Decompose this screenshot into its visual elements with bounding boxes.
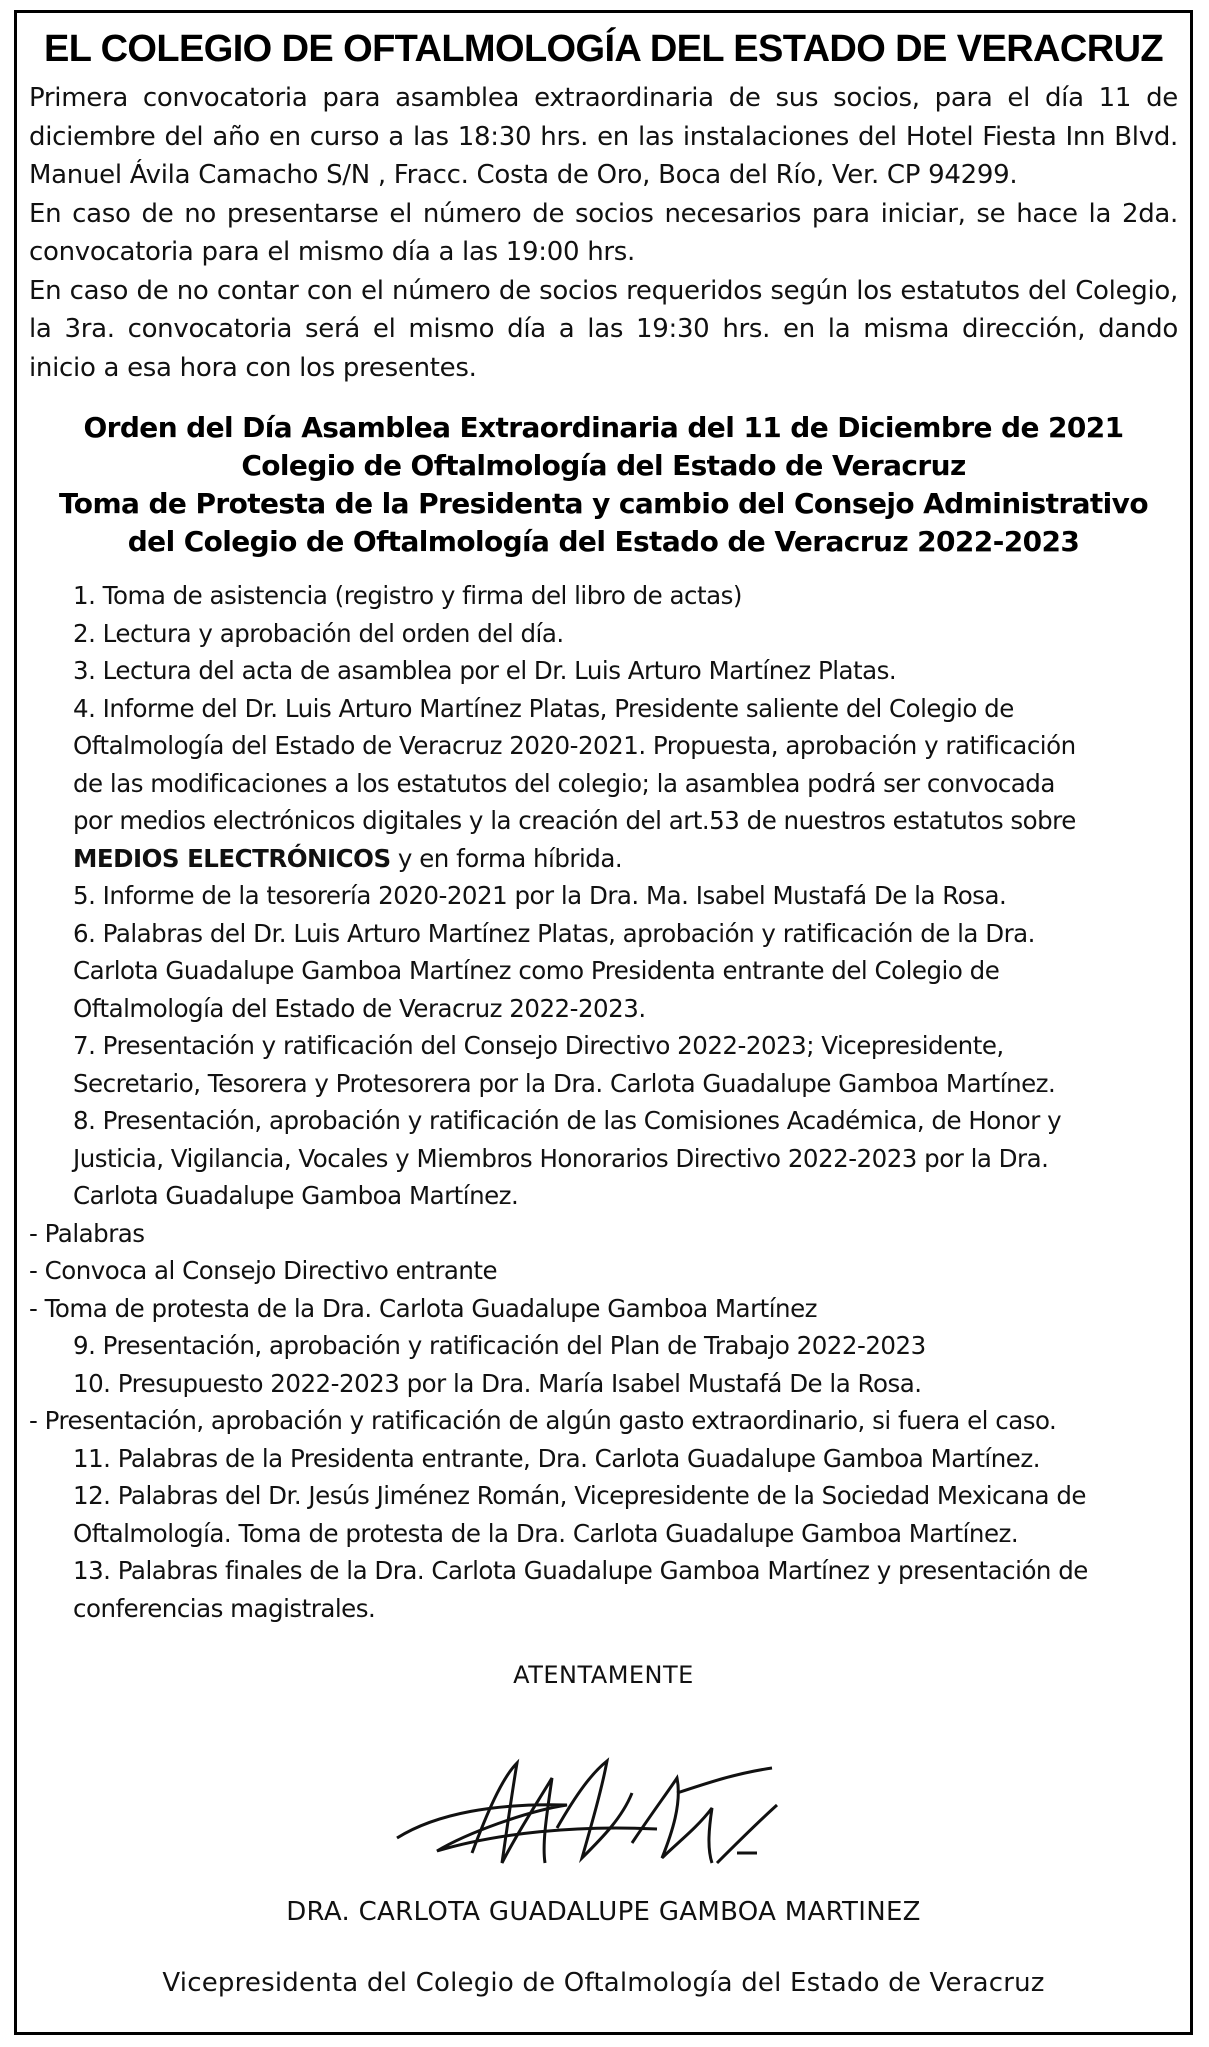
document-title: EL COLEGIO DE OFTALMOLOGÍA DEL ESTADO DE VERACRUZ (43, 28, 1164, 70)
intro-paragraph-2: En caso de no presentarse el número de socios necesarios para iniciar, se hace la 2da. convocatoria para el mismo día a las 19:00 hrs. (29, 198, 1178, 267)
agenda-item-12 (29, 1477, 1182, 1552)
agenda-subitem-gasto: - Presentación, aprobación y ratificación de algún gasto extraordinario, si fuera el caso. (29, 1406, 1057, 1435)
agenda-item-13 (29, 1552, 1182, 1627)
agenda-list (29, 577, 1182, 1627)
agenda-item-1: 1. Toma de asistencia (registro y firma del libro de actas) (73, 581, 742, 610)
closing-text: ATENTAMENTE (513, 1661, 694, 1689)
notice-page (14, 10, 1193, 2035)
signer-position: Vicepresidenta del Colegio de Oftalmología del Estado de Veracruz (162, 1968, 1045, 1998)
agenda-item-4-line-4: por medios electrónicos digitales y la creación del art.53 de nuestros estatutos sobre (73, 806, 1076, 835)
agenda-item-8-line-3: Carlota Guadalupe Gamboa Martínez. (73, 1181, 519, 1210)
agenda-item-4-tail: y en forma híbrida. (390, 843, 623, 873)
agenda-item-2: 2. Lectura y aprobación del orden del día. (73, 618, 564, 648)
agenda-item-7-line-2: Secretario, Tesorera y Protesorera por la Dra. Carlota Guadalupe Gamboa Martínez. (73, 1068, 1056, 1098)
agenda-item-3: 3. Lectura del acta de asamblea por el Dr. Luis Arturo Martínez Platas. (73, 656, 897, 685)
agenda-item-4-line-1: 4. Informe del Dr. Luis Arturo Martínez Platas, Presidente saliente del Colegio de (73, 693, 1014, 723)
agenda-item-8 (29, 1102, 1182, 1215)
agenda-subitem-toma-protesta: - Toma de protesta de la Dra. Carlota Guadalupe Gamboa Martínez (29, 1293, 818, 1323)
agenda-heading-line-2: Colegio de Oftalmología del Estado de Veracruz (241, 449, 966, 482)
signer-name: DRA. CARLOTA GUADALUPE GAMBOA MARTINEZ (286, 1897, 921, 1927)
agenda-item-11: 11. Palabras de la Presidenta entrante, Dra. Carlota Guadalupe Gamboa Martínez. (73, 1443, 1040, 1473)
intro-paragraph-3: En caso de no contar con el número de socios requeridos según los estatutos del Colegio, la 3ra. convocatoria será el mismo día a las 19:30 hrs. en la misma dirección, dando inicio a esa hora con los presentes. (29, 275, 1178, 383)
agenda-item-13-line-1: 13. Palabras finales de la Dra. Carlota Guadalupe Gamboa Martínez y presentación de (73, 1556, 1088, 1585)
agenda-heading-line-1: Orden del Día Asamblea Extraordinaria del 11 de Diciembre de 2021 (83, 411, 1124, 444)
agenda-item-12-line-2: Oftalmología. Toma de protesta de la Dra. Carlota Guadalupe Gamboa Martínez. (73, 1518, 1019, 1548)
agenda-item-8-line-1: 8. Presentación, aprobación y ratificación de las Comisiones Académica, de Honor y (73, 1106, 1062, 1135)
agenda-heading-line-4: del Colegio de Oftalmología del Estado de Veracruz 2022-2023 (127, 525, 1080, 558)
agenda-item-4 (29, 690, 1182, 878)
handwritten-signature (377, 1733, 817, 1883)
agenda-item-6-line-3: Oftalmología del Estado de Veracruz 2022-2023. (73, 993, 646, 1023)
agenda-item-6-line-1: 6. Palabras del Dr. Luis Arturo Martínez Platas, aprobación y ratificación de la Dra. (73, 918, 1035, 948)
medios-electronicos-emphasis: MEDIOS ELECTRÓNICOS (73, 843, 391, 873)
agenda-item-6 (29, 915, 1182, 1028)
agenda-item-5: 5. Informe de la tesorería 2020-2021 por la Dra. Ma. Isabel Mustafá De la Rosa. (73, 881, 1007, 910)
agenda-heading-line-3: Toma de Protesta de la Presidenta y cambio del Consejo Administrativo (59, 487, 1148, 520)
agenda-heading (25, 409, 1182, 561)
agenda-item-8-line-2: Justicia, Vigilancia, Vocales y Miembros Honorarios Directivo 2022-2023 por la Dra. (73, 1143, 1049, 1173)
agenda-item-4-line-5 (73, 840, 1182, 878)
agenda-item-7 (29, 1027, 1182, 1102)
agenda-item-4-line-2: Oftalmología del Estado de Veracruz 2020-2021. Propuesta, aprobación y ratificación (73, 731, 1076, 760)
agenda-item-7-line-1: 7. Presentación y ratificación del Consejo Directivo 2022-2023; Vicepresidente, (73, 1031, 1004, 1060)
agenda-item-4-line-3: de las modificaciones a los estatutos del colegio; la asamblea podrá ser convocada (73, 768, 1055, 798)
agenda-item-9: 9. Presentación, aprobación y ratificación del Plan de Trabajo 2022-2023 (73, 1331, 926, 1360)
agenda-subitem-palabras: - Palabras (29, 1218, 145, 1248)
agenda-item-12-line-1: 12. Palabras del Dr. Jesús Jiménez Román, Vicepresidente de la Sociedad Mexicana de (73, 1481, 1086, 1510)
agenda-item-13-line-2: conferencias magistrales. (73, 1593, 376, 1623)
agenda-item-6-line-2: Carlota Guadalupe Gamboa Martínez como Presidenta entrante del Colegio de (73, 956, 1000, 985)
intro-paragraph-1: Primera convocatoria para asamblea extraordinaria de sus socios, para el día 11 de diciembre del año en curso a las 18:30 hrs. en las instalaciones del Hotel Fiesta Inn Blvd. Manuel Ávila Camacho S/N , Fracc. Costa de Oro, Boca del Río, Ver. CP 94299. (29, 83, 1178, 190)
agenda-item-10: 10. Presupuesto 2022-2023 por la Dra. María Isabel Mustafá De la Rosa. (73, 1368, 922, 1398)
agenda-subitem-convoca: - Convoca al Consejo Directivo entrante (29, 1256, 498, 1285)
intro-section (29, 79, 1178, 387)
